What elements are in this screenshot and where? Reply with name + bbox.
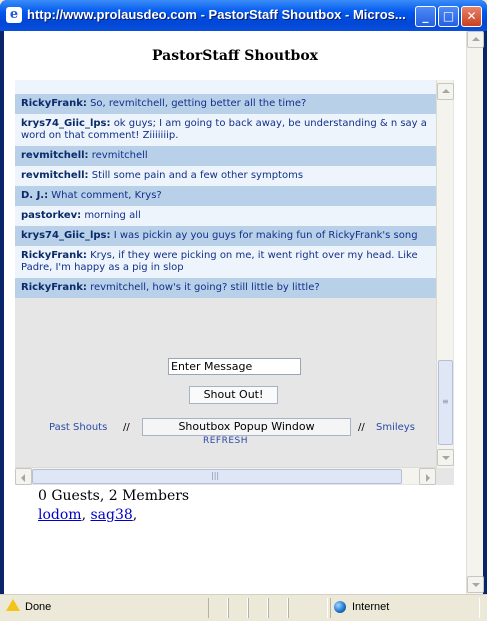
message-row (15, 226, 436, 246)
page-vertical-scrollbar[interactable] (466, 31, 483, 594)
message-text: What comment, Krys? (51, 190, 162, 201)
chevron-down-icon (472, 583, 480, 587)
minimize-icon: _ (422, 9, 429, 23)
scroll-up-button[interactable] (437, 83, 454, 100)
smileys-link[interactable]: Smileys (376, 422, 415, 433)
chevron-left-icon (21, 474, 25, 482)
online-summary: 0 Guests, 2 Members (38, 488, 190, 504)
message-username: revmitchell: (21, 150, 89, 161)
message-row (15, 186, 436, 206)
scroll-up-button[interactable] (467, 31, 484, 48)
member-link[interactable]: lodom (38, 507, 82, 523)
scroll-left-button[interactable] (15, 468, 32, 485)
status-panel (208, 598, 228, 618)
message-username: RickyFrank: (21, 98, 87, 109)
member-separator: , (81, 507, 87, 523)
message-username: krys74_Giic_lps: (21, 118, 111, 129)
message-text: I was pickin ay you guys for making fun of RickyFrank's song (113, 230, 418, 241)
shout-form (15, 330, 436, 455)
message-text: revmitchell (91, 150, 148, 161)
scroll-thumb[interactable] (32, 469, 402, 484)
popup-window-button[interactable]: Shoutbox Popup Window (142, 418, 351, 436)
scroll-down-button[interactable] (437, 449, 454, 466)
message-text: Still some pain and a few other symptoms (91, 170, 304, 181)
member-separator: , (132, 507, 138, 523)
message-text: So, revmitchell, getting better all the time? (90, 98, 307, 109)
message-input[interactable] (168, 358, 301, 375)
grip-icon: ||| (211, 471, 220, 480)
message-text: revmitchell, how's it going? still little by little? (90, 282, 320, 293)
chevron-up-icon (442, 89, 450, 93)
title-bar[interactable] (0, 0, 487, 31)
link-separator: // (123, 422, 130, 433)
grip-icon: ≡ (442, 397, 449, 406)
chevron-up-icon (472, 37, 480, 41)
zone-text: Internet (352, 601, 390, 613)
scroll-right-button[interactable] (419, 468, 436, 485)
message-row (15, 94, 436, 114)
online-members (38, 507, 137, 523)
message-row (15, 166, 436, 186)
member-link[interactable]: sag38 (90, 507, 133, 523)
message-row (15, 246, 436, 278)
link-separator: // (358, 422, 365, 433)
status-panel (248, 598, 268, 618)
past-shouts-link[interactable]: Past Shouts (49, 422, 108, 433)
shoutbox-frame (15, 80, 454, 485)
page-title: PastorStaff Shoutbox (151, 48, 319, 64)
minimize-button[interactable] (415, 6, 436, 27)
ie-icon: e (6, 7, 22, 23)
chevron-right-icon (426, 474, 430, 482)
message-list (15, 80, 436, 298)
shout-out-button[interactable]: Shout Out! (189, 386, 278, 404)
message-row (15, 146, 436, 166)
message-username: RickyFrank: (21, 250, 87, 261)
maximize-button[interactable] (438, 6, 459, 27)
message-username: D. J.: (21, 190, 49, 201)
scroll-down-button[interactable] (467, 576, 484, 593)
message-username: pastorkev: (21, 210, 82, 221)
status-panel (228, 598, 248, 618)
status-panel (268, 598, 288, 618)
message-row (15, 206, 436, 226)
refresh-link[interactable]: REFRESH (202, 436, 249, 446)
message-text: ok guys; I am going to back away, be understanding & n say a word on that comment! Ziiiiiiip. (21, 118, 427, 141)
status-text: Done (25, 601, 52, 613)
shoutbox-horizontal-scrollbar[interactable] (15, 467, 436, 484)
message-text: morning all (84, 210, 141, 221)
window-title: http://www.prolausdeo.com - PastorStaff Shoutbox - Micros... (27, 7, 406, 22)
close-icon: ✕ (466, 9, 477, 23)
status-panel (288, 598, 328, 618)
shoutbox-links (15, 418, 436, 438)
message-username: RickyFrank: (21, 282, 87, 293)
status-bar (0, 594, 487, 621)
close-button[interactable] (461, 6, 482, 27)
maximize-icon: □ (442, 9, 455, 23)
globe-icon (334, 601, 346, 613)
scroll-thumb[interactable] (438, 360, 453, 445)
warning-icon (6, 599, 20, 611)
message-row (15, 114, 436, 146)
message-row (15, 278, 436, 298)
chevron-down-icon (442, 456, 450, 460)
message-username: krys74_Giic_lps: (21, 230, 111, 241)
shoutbox-vertical-scrollbar[interactable] (436, 80, 453, 468)
message-text: Krys, if they were picking on me, it went right over my head. Like Padre, I'm happy as a pig in slop (21, 250, 418, 273)
message-row-partial (15, 80, 436, 94)
message-username: revmitchell: (21, 170, 89, 181)
